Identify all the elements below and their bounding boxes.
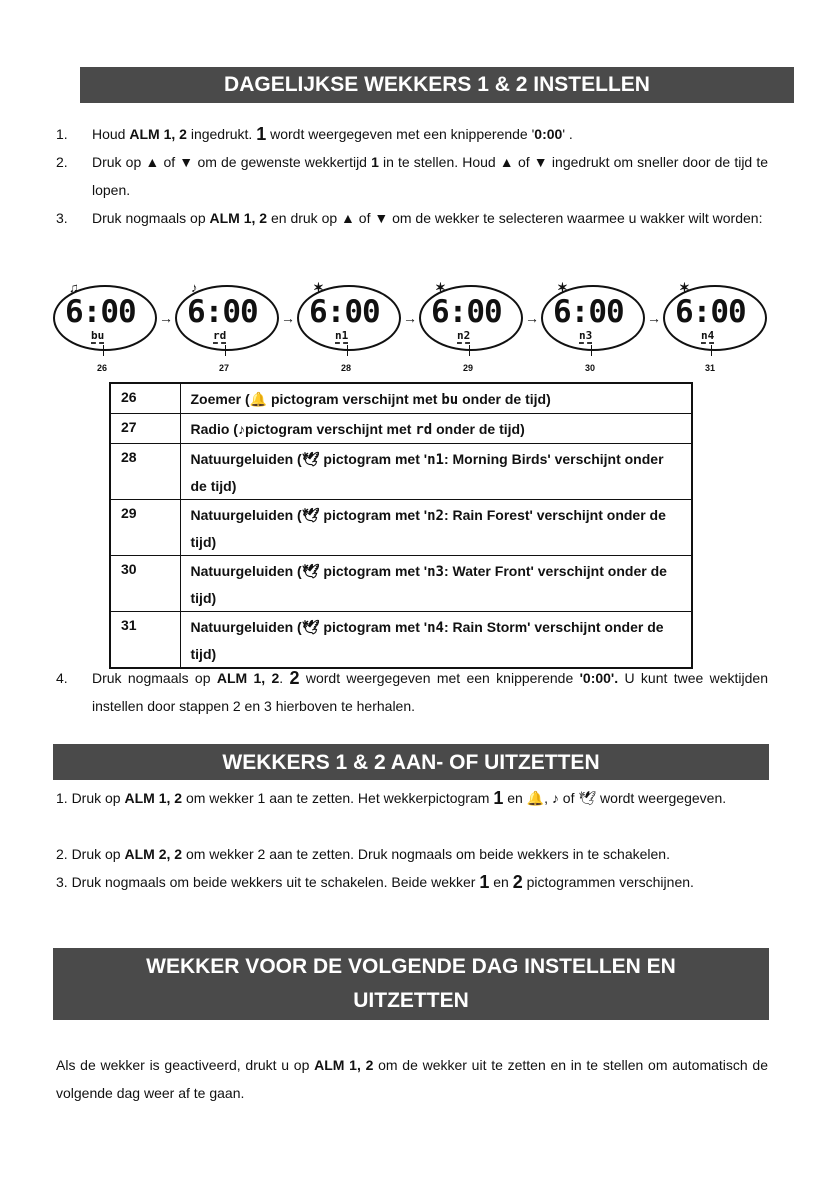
bird-icon: 🕊 bbox=[578, 790, 597, 806]
bird-icon: ✶ bbox=[679, 280, 690, 295]
clock-display bbox=[419, 280, 523, 351]
table-cell-description: Natuurgeluiden (🕊 pictogram met 'n1: Morning Birds' verschijnt onder de tijd) bbox=[180, 444, 692, 500]
segment-code: bu bbox=[441, 392, 459, 408]
table-cell-number: 28 bbox=[110, 444, 180, 500]
table-cell-number: 26 bbox=[110, 383, 180, 414]
clock-time: 6:00 bbox=[431, 294, 502, 330]
step-number: 3. bbox=[56, 210, 68, 226]
section-title-alarms-on-off: WEKKERS 1 & 2 AAN- OF UITZETTEN bbox=[53, 744, 769, 780]
clock-display bbox=[297, 280, 401, 351]
segment-code: rd bbox=[415, 422, 433, 438]
arrow-icon: → bbox=[403, 310, 417, 326]
section-title-line: WEKKER VOOR DE VOLGENDE DAG INSTELLEN EN bbox=[146, 955, 676, 978]
clock-time: 6:00 bbox=[553, 294, 624, 330]
alarm-sound-table bbox=[109, 382, 693, 669]
arrow-icon: → bbox=[647, 310, 661, 326]
table-row bbox=[110, 414, 692, 444]
alarm-1-icon: 1 bbox=[493, 788, 504, 808]
bird-icon: 🕊 bbox=[301, 451, 320, 467]
clock-time: 6:00 bbox=[65, 294, 136, 330]
figure-label: 31 bbox=[705, 363, 716, 373]
table-cell-number: 27 bbox=[110, 414, 180, 444]
clock-display bbox=[541, 280, 645, 351]
music-note-icon: ♪ bbox=[551, 790, 559, 806]
clock-time: 6:00 bbox=[187, 294, 258, 330]
clock-display bbox=[663, 280, 767, 351]
music-note-icon: ♪ bbox=[237, 421, 245, 437]
figure-label: 27 bbox=[219, 363, 230, 373]
alarm-2-icon: 2 bbox=[289, 668, 300, 688]
clock-time: 6:00 bbox=[675, 294, 746, 330]
figure-label: 26 bbox=[97, 363, 108, 373]
segment-code: n4 bbox=[427, 620, 444, 636]
sound-code: rd bbox=[213, 329, 227, 342]
figure-label: 29 bbox=[463, 363, 474, 373]
arrow-icon: → bbox=[159, 310, 173, 326]
buzzer-icon: 🔔 bbox=[249, 391, 268, 407]
clock-time: 6:00 bbox=[309, 294, 380, 330]
buzzer-icon: 🔔 bbox=[526, 790, 545, 806]
sound-code: bu bbox=[91, 329, 105, 342]
table-cell-description: Natuurgeluiden (🕊 pictogram met 'n4: Rain Storm' verschijnt onder de tijd) bbox=[180, 612, 692, 669]
sound-code: n1 bbox=[335, 329, 349, 342]
table-row bbox=[110, 500, 692, 556]
table-row bbox=[110, 444, 692, 500]
paragraph: 3. Druk nogmaals om beide wekkers uit te schakelen. Beide wekker 1 en 2 pictogrammen verschijnen. bbox=[56, 872, 694, 892]
bird-icon: 🕊 bbox=[301, 619, 320, 635]
bird-icon: ✶ bbox=[313, 280, 324, 295]
table-row bbox=[110, 612, 692, 669]
table-cell-description: Radio (♪pictogram verschijnt met rd onder de tijd) bbox=[180, 414, 692, 444]
alarm-1-icon: 1 bbox=[256, 124, 267, 144]
table-cell-description: Natuurgeluiden (🕊 pictogram met 'n3: Water Front' verschijnt onder de tijd) bbox=[180, 556, 692, 612]
sound-code: n2 bbox=[457, 329, 471, 342]
alarm-1-icon: 1 bbox=[479, 872, 490, 892]
segment-code: n2 bbox=[427, 508, 444, 524]
step-2-text: Druk op ▲ of ▼ om de gewenste wekkertijd 1 in te stellen. Houd ▲ of ▼ ingedrukt om sneller door de tijd te lopen. bbox=[92, 154, 768, 198]
buzzer-icon: ♫ bbox=[69, 280, 79, 295]
arrow-icon: → bbox=[525, 310, 539, 326]
segment-code: n1 bbox=[427, 452, 444, 468]
step-4-text: Druk nogmaals op ALM 1, 2. 2 wordt weergegeven met een knipperende '0:00'. U kunt twee wektijden instellen door stappen 2 en 3 hierboven te herhalen. bbox=[92, 668, 768, 714]
paragraph: Als de wekker is geactiveerd, drukt u op ALM 1, 2 om de wekker uit te zetten en in te stellen om automatisch de volgende dag weer af te gaan. bbox=[56, 1057, 768, 1101]
sound-code: n3 bbox=[579, 329, 593, 342]
table-cell-description: Zoemer (🔔 pictogram verschijnt met bu onder de tijd) bbox=[180, 383, 692, 414]
alarm-2-icon: 2 bbox=[512, 872, 523, 892]
bird-icon: 🕊 bbox=[301, 563, 320, 579]
clock-display bbox=[175, 280, 279, 351]
step-1-text: Houd ALM 1, 2 ingedrukt. 1 wordt weergegeven met een knipperende '0:00' . bbox=[92, 124, 573, 144]
alarm-sound-sequence bbox=[53, 277, 769, 377]
bird-icon: ✶ bbox=[557, 280, 568, 295]
table-cell-description: Natuurgeluiden (🕊 pictogram met 'n2: Rain Forest' verschijnt onder de tijd) bbox=[180, 500, 692, 556]
step-3-text: Druk nogmaals op ALM 1, 2 en druk op ▲ of ▼ om de wekker te selecteren waarmee u wakker wilt worden: bbox=[92, 210, 763, 226]
step-number: 2. bbox=[56, 154, 68, 170]
step-number: 1. bbox=[56, 126, 68, 142]
table-cell-number: 31 bbox=[110, 612, 180, 669]
table-cell-number: 29 bbox=[110, 500, 180, 556]
sound-code: n4 bbox=[701, 329, 715, 342]
section-title-line: UITZETTEN bbox=[353, 989, 469, 1012]
table-row bbox=[110, 383, 692, 414]
arrow-icon: → bbox=[281, 310, 295, 326]
segment-code: n3 bbox=[427, 564, 444, 580]
section-title-next-day-alarm bbox=[53, 948, 769, 1020]
figure-label: 30 bbox=[585, 363, 596, 373]
bird-icon: ✶ bbox=[435, 280, 446, 295]
paragraph: 2. Druk op ALM 2, 2 om wekker 2 aan te zetten. Druk nogmaals om beide wekkers in te schakelen. bbox=[56, 846, 670, 862]
bird-icon: 🕊 bbox=[301, 507, 320, 523]
section-title-daily-alarms: DAGELIJKSE WEKKERS 1 & 2 INSTELLEN bbox=[80, 67, 794, 103]
clock-display bbox=[53, 280, 157, 351]
figure-label: 28 bbox=[341, 363, 352, 373]
table-cell-number: 30 bbox=[110, 556, 180, 612]
step-number: 4. bbox=[56, 670, 68, 686]
paragraph: 1. Druk op ALM 1, 2 om wekker 1 aan te zetten. Het wekkerpictogram 1 en 🔔, ♪ of 🕊 wordt weergegeven. bbox=[56, 788, 727, 808]
table-row bbox=[110, 556, 692, 612]
music-note-icon: ♪ bbox=[191, 280, 198, 295]
